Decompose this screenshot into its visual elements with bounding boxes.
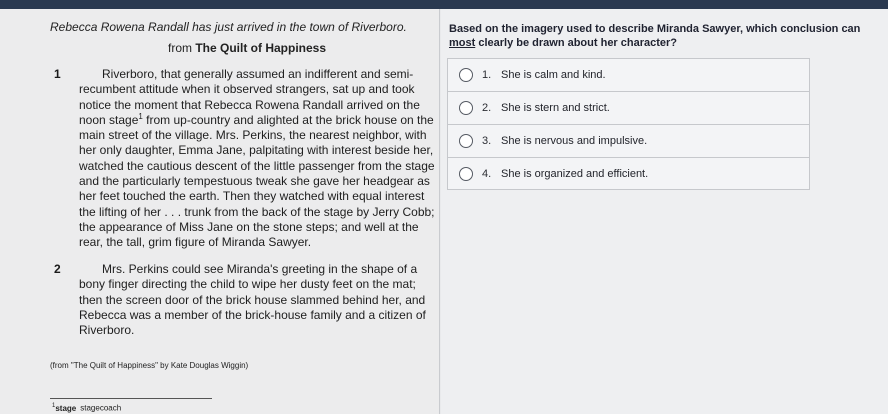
passage-panel — [0, 9, 440, 414]
question-emphasis: most — [449, 37, 476, 49]
footnote — [52, 403, 121, 413]
paragraph-number-1: 1 — [54, 67, 61, 81]
question-stem — [449, 22, 879, 50]
footnote-divider — [50, 398, 212, 399]
choice-text: She is nervous and impulsive. — [501, 135, 648, 147]
paragraph-1 — [79, 67, 441, 251]
choice-number: 2. — [482, 102, 492, 114]
radio-button-icon[interactable] — [459, 167, 473, 181]
paragraph-number-2: 2 — [54, 262, 61, 276]
answer-choices — [447, 58, 810, 190]
paragraph-2: Mrs. Perkins could see Miranda's greeting in the shape of a bony finger directing the child to wipe her dusty feet on the mat; then the screen door of the brick house slammed behind her, and Rebecca was a member of the brick-house family and a citizen of Riverboro. — [79, 262, 426, 338]
footnote-definition: stagecoach — [80, 403, 122, 413]
choice-text: She is organized and efficient. — [501, 167, 649, 180]
choice-number: 4. — [482, 167, 492, 180]
radio-button-icon[interactable] — [459, 68, 473, 82]
footnote-sup: 1 — [52, 403, 56, 409]
choice-number: 1. — [482, 69, 492, 81]
choice-number: 3. — [482, 135, 492, 147]
answer-choice-2[interactable] — [447, 91, 810, 124]
radio-button-icon[interactable] — [459, 101, 473, 115]
radio-button-icon[interactable] — [459, 134, 473, 148]
answer-choice-4[interactable] — [447, 157, 810, 190]
passage-credit: (from "The Quilt of Happiness" by Kate Douglas Wiggin) — [50, 361, 249, 370]
passage-source — [168, 41, 326, 55]
question-text-a: Based on the imagery used to describe Miranda Sawyer, which conclusion can — [449, 23, 861, 35]
choice-text: She is calm and kind. — [501, 69, 606, 81]
question-text-b: clearly be drawn about her character? — [475, 37, 678, 49]
footnote-marker[interactable]: 1 — [138, 111, 143, 121]
passage-intro: Rebecca Rowena Randall has just arrived in the town of Riverboro. — [50, 20, 407, 34]
question-panel — [441, 9, 888, 414]
answer-choice-1[interactable] — [447, 58, 810, 91]
choice-text: She is stern and strict. — [501, 102, 610, 114]
source-title: The Quilt of Happiness — [195, 41, 327, 55]
source-prefix: from — [168, 41, 196, 55]
paragraph-1-text-a: Riverboro, that generally assumed an indifferent and semi-recumbent attitude when it observed strangers, sat up and took notice the moment that Rebecca Rowena Randall arrived on the noon stage — [79, 67, 420, 127]
paragraph-1-text-b: from up-country and alighted at the brick house on the main street of the village. Mrs. Perkins, the nearest neighbor, with her only daughter, Emma Jane, palpitating with interest beside her, watched the cautious descent of the little passenger from the stage and the particularly tempestuous tweak she gave her headgear as her feet touched the earth. Then they watched with equal interest the lifting of her . . . trunk from the back of the stage by Jerry Cobb; the appearance of Miss Jane on the stone steps; and well at the rear, the tall, grim figure of Miranda Sawyer. — [79, 112, 435, 250]
footnote-term: stage — [55, 403, 77, 413]
top-bar — [0, 0, 888, 9]
answer-choice-3[interactable] — [447, 124, 810, 157]
